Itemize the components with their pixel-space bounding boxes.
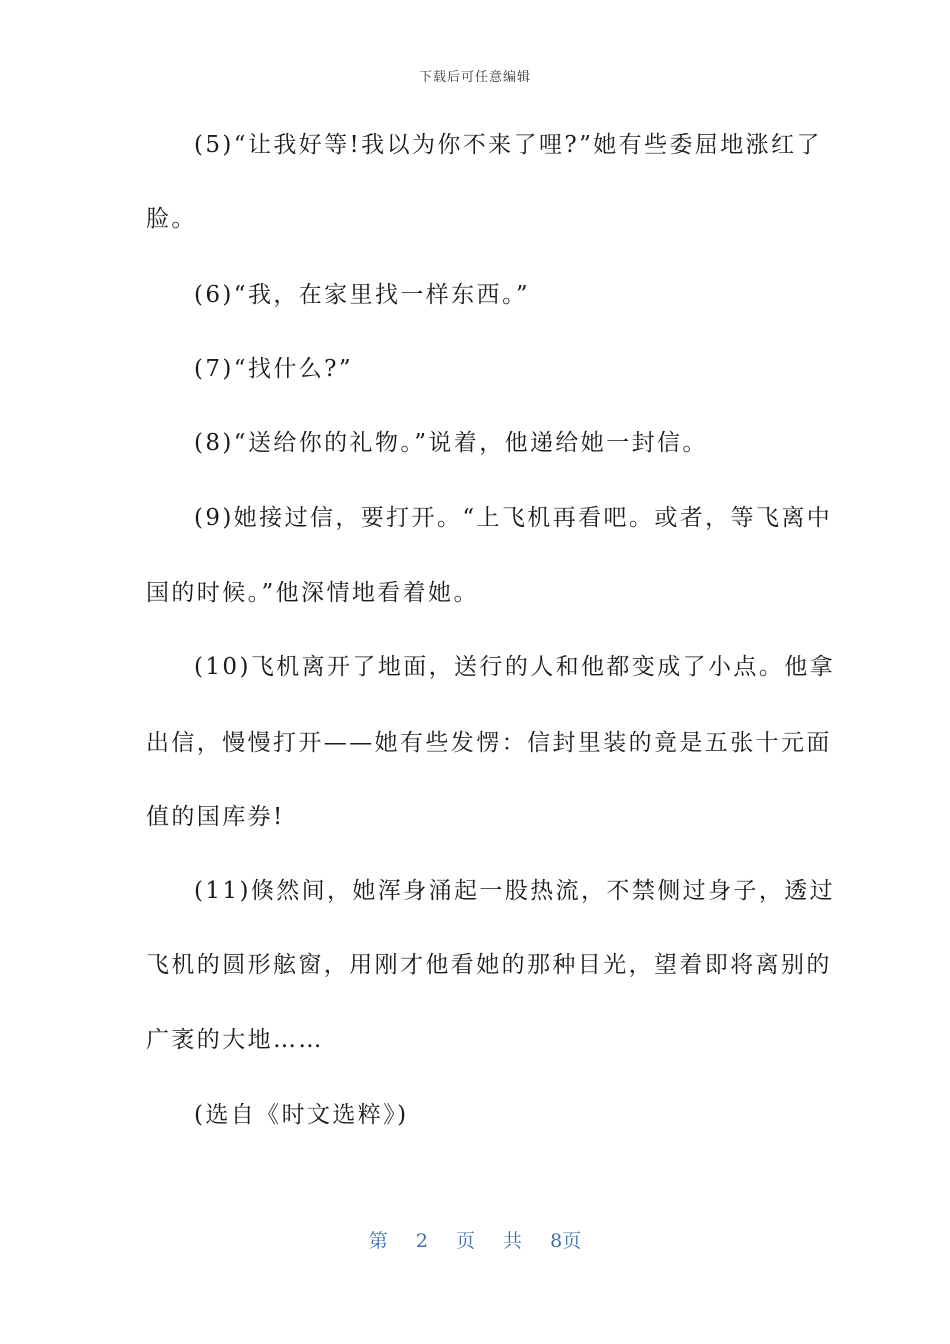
footer-word-page: 第 bbox=[368, 1230, 388, 1252]
footer-word-total: 共 bbox=[503, 1230, 523, 1252]
page-footer bbox=[0, 1226, 950, 1253]
paragraph-6: (6)“我，在家里找一样东西。” bbox=[194, 282, 530, 308]
paragraph-8: (8)“送给你的礼物。”说着，他递给她一封信。 bbox=[194, 430, 708, 456]
paragraph-10-line-2: 出信，慢慢打开——她有些发愣：信封里装的竟是五张十元面 bbox=[146, 730, 832, 756]
paragraph-11-line-2: 飞机的圆形舷窗，用刚才他看她的那种目光，望着即将离别的 bbox=[146, 952, 832, 978]
paragraph-11-line-3: 广袤的大地…… bbox=[146, 1027, 324, 1053]
paragraph-10-line-1: (10)飞机离开了地面，送行的人和他都变成了小点。他拿 bbox=[194, 654, 836, 680]
paragraph-10-line-3: 值的国库券! bbox=[146, 804, 285, 830]
paragraph-9-line-2: 国的时候。”他深情地看着她。 bbox=[146, 580, 479, 606]
paragraph-11-line-1: (11)倏然间，她浑身涌起一股热流，不禁侧过身子，透过 bbox=[194, 878, 836, 904]
footer-total-pages: 8页 bbox=[550, 1230, 582, 1252]
footer-word-of: 页 bbox=[455, 1230, 475, 1252]
footer-current-page: 2 bbox=[415, 1230, 428, 1252]
paragraph-7: (7)“找什么?” bbox=[194, 356, 354, 382]
paragraph-5-line-1: (5)“让我好等!我以为你不来了哩?”她有些委屈地涨红了 bbox=[194, 132, 822, 158]
paragraph-9-line-1: (9)她接过信，要打开。“上飞机再看吧。或者，等飞离中 bbox=[194, 505, 833, 531]
paragraph-5-line-2: 脸。 bbox=[146, 206, 197, 232]
source-citation: (选自《时文选粹》) bbox=[194, 1102, 409, 1128]
page-header: 下载后可任意编辑 bbox=[418, 70, 531, 85]
